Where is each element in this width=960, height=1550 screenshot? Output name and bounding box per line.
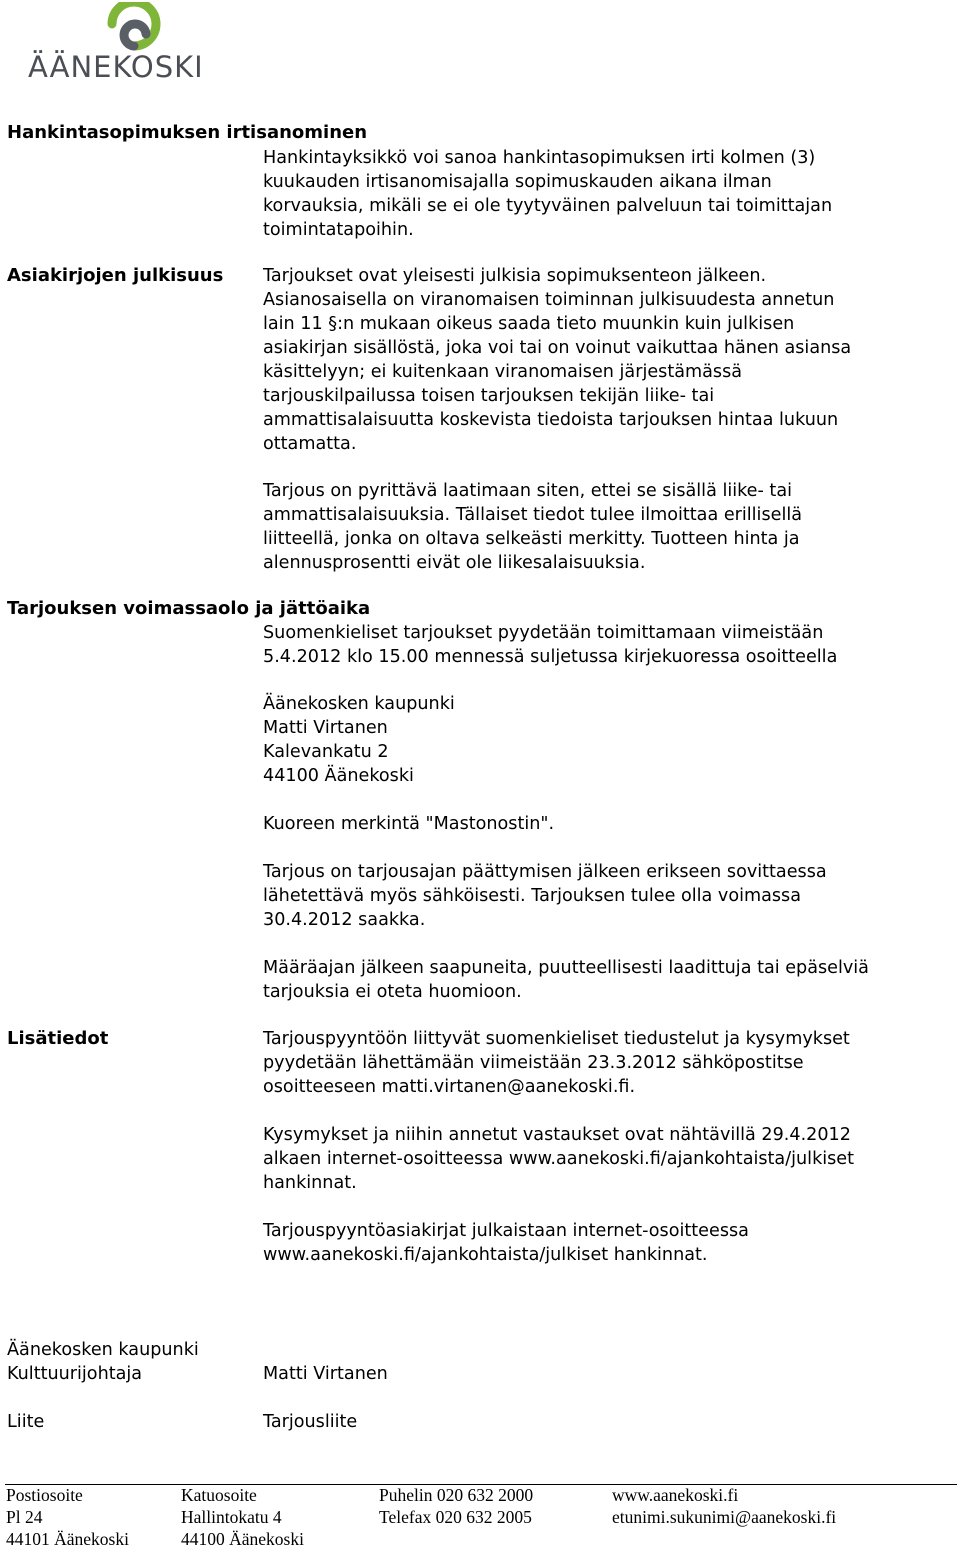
text-line: toimintatapoihin. — [263, 220, 414, 240]
logo-wordmark: ÄÄNEKOSKI — [28, 50, 204, 84]
text-line: Asianosaisella on viranomaisen toiminnan julkisuudesta annetun — [263, 290, 835, 310]
text-line: tarjouskilpailussa toisen tarjouksen tekijän liike- tai — [263, 386, 715, 406]
text-line: Hankintayksikkö voi sanoa hankintasopimuksen irti kolmen (3) — [263, 148, 816, 168]
text-line: Tarjous on tarjousajan päättymisen jälkeen erikseen sovittaessa — [263, 862, 827, 882]
text-line: Määräajan jälkeen saapuneita, puutteellisesti laadittuja tai epäselviä — [263, 958, 869, 978]
footer-postal-city: 44101 Äänekoski — [6, 1529, 129, 1549]
heading-julkisuus: Asiakirjojen julkisuus — [7, 265, 224, 286]
footer-street-city: 44100 Äänekoski — [181, 1529, 304, 1549]
signature-name: Matti Virtanen — [263, 1364, 388, 1384]
footer-street: Hallintokatu 4 — [181, 1507, 282, 1527]
text-line: ottamatta. — [263, 434, 357, 454]
text-line: ammattisalaisuuksia. Tällaiset tiedot tulee ilmoittaa erillisellä — [263, 505, 802, 525]
heading-voimassaolo: Tarjouksen voimassaolo ja jättöaika — [7, 598, 371, 619]
footer-fax: Telefax 020 632 2005 — [379, 1507, 532, 1527]
text-line: alkaen internet-osoitteessa www.aanekoski.fi/ajankohtaista/julkiset — [263, 1149, 855, 1169]
text-line: 5.4.2012 klo 15.00 mennessä suljetussa kirjekuoressa osoitteella — [263, 647, 838, 667]
footer-email-link[interactable]: etunimi.sukunimi@aanekoski.fi — [612, 1507, 837, 1527]
attachment-label: Liite — [7, 1412, 45, 1432]
text-line: lähetettävä myös sähköisesti. Tarjouksen tulee olla voimassa — [263, 886, 802, 906]
text-line: alennusprosentti eivät ole liikesalaisuuksia. — [263, 553, 646, 573]
footer-postal-label: Postiosoite — [6, 1485, 83, 1505]
footer-phone: Puhelin 020 632 2000 — [379, 1485, 534, 1505]
text-line: pyydetään lähettämään viimeistään 23.3.2012 sähköpostitse — [263, 1053, 804, 1073]
text-line: kuukauden irtisanomisajalla sopimuskauden aikana ilman — [263, 172, 772, 192]
address-line: 44100 Äänekoski — [263, 766, 414, 786]
footer-postal-box: Pl 24 — [6, 1507, 43, 1527]
signature-org: Äänekosken kaupunki — [7, 1340, 199, 1360]
envelope-marking: Kuoreen merkintä "Mastonostin". — [263, 814, 555, 834]
text-line: osoitteeseen matti.virtanen@aanekoski.fi. — [263, 1077, 636, 1097]
signature-title: Kulttuurijohtaja — [7, 1364, 143, 1384]
text-line: Tarjouspyyntöön liittyvät suomenkieliset tiedustelut ja kysymykset — [263, 1029, 850, 1049]
heading-irtisanominen: Hankintasopimuksen irtisanominen — [7, 122, 368, 143]
footer-street-label: Katuosoite — [181, 1485, 257, 1505]
text-line: Suomenkieliset tarjoukset pyydetään toimittamaan viimeistään — [263, 623, 824, 643]
address-line: Äänekosken kaupunki — [263, 694, 455, 714]
text-line: käsittelyyn; ei kuitenkaan viranomaisen järjestämässä — [263, 362, 743, 382]
text-line: tarjouksia ei oteta huomioon. — [263, 982, 522, 1002]
text-line: Kysymykset ja niihin annetut vastaukset ovat nähtävillä 29.4.2012 — [263, 1125, 851, 1145]
text-line: 30.4.2012 saakka. — [263, 910, 426, 930]
text-line: ammattisalaisuutta koskevista tiedoista tarjouksen hintaa lukuun — [263, 410, 839, 430]
address-line: Kalevankatu 2 — [263, 742, 389, 762]
address-line: Matti Virtanen — [263, 718, 388, 738]
text-line: hankinnat. — [263, 1173, 357, 1193]
text-line: asiakirjan sisällöstä, joka voi tai on voinut vaikuttaa hänen asiansa — [263, 338, 852, 358]
text-line: www.aanekoski.fi/ajankohtaista/julkiset hankinnat. — [263, 1245, 708, 1265]
text-line: lain 11 §:n mukaan oikeus saada tieto muunkin kuin julkisen — [263, 314, 795, 334]
attachment-value: Tarjousliite — [263, 1412, 358, 1432]
text-line: liitteellä, jonka on oltava selkeästi merkitty. Tuotteen hinta ja — [263, 529, 800, 549]
text-line: Tarjous on pyrittävä laatimaan siten, ettei se sisällä liike- tai — [263, 481, 792, 501]
footer-website-link[interactable]: www.aanekoski.fi — [612, 1485, 739, 1505]
text-line: Tarjouspyyntöasiakirjat julkaistaan internet-osoitteessa — [263, 1221, 749, 1241]
heading-lisatiedot: Lisätiedot — [7, 1028, 109, 1049]
text-line: korvauksia, mikäli se ei ole tyytyväinen palveluun tai toimittajan — [263, 196, 833, 216]
text-line: Tarjoukset ovat yleisesti julkisia sopimuksenteon jälkeen. — [263, 266, 767, 286]
